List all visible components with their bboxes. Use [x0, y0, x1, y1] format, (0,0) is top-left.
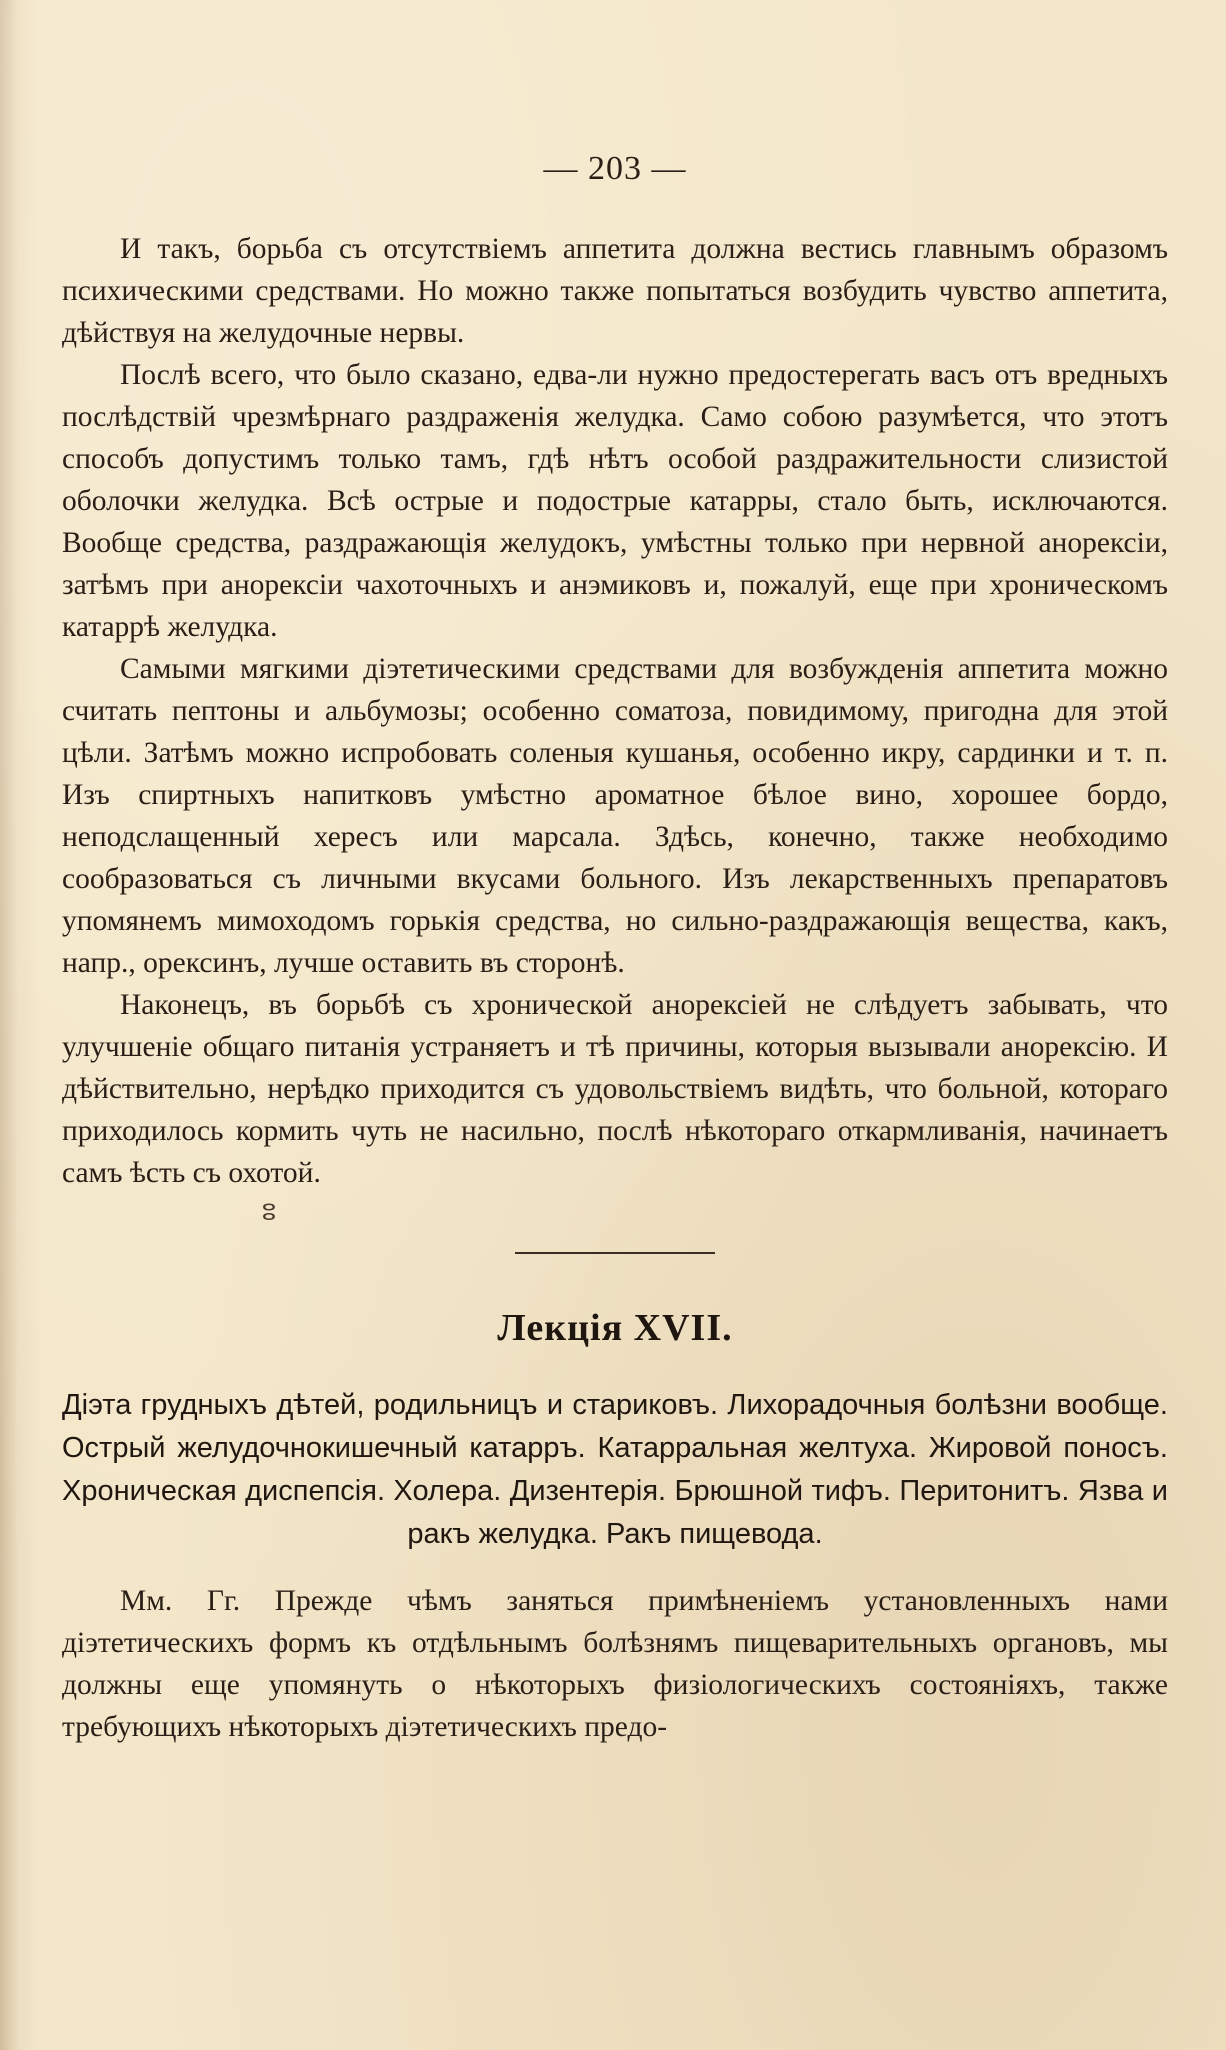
- paragraph-dietetic-remedies: Самыми мягкими діэтетическими средствами для возбужденія аппетита можно считать пептоны и альбумозы; особенно соматоза, повидимому, пригодна для этой цѣли. Затѣмъ можно испробовать соленыя кушанья, особенно икру, сардинки и т. п. Изъ спиртныхъ напитковъ умѣстно ароматное бѣлое вино, хорошее бордо, неподслащенный хересъ или марсала. Здѣсь, конечно, также необходимо сообразоваться съ личными вкусами больного. Изъ лекарственныхъ препаратовъ упомянемъ мимоходомъ горькія средства, но сильно-раздражающія вещества, какъ, напр., орексинъ, лучше оставить въ сторонѣ.: [62, 653, 1168, 979]
- book-page: [62, 150, 1168, 1748]
- page-number: — 203 —: [543, 150, 687, 187]
- paragraph-chronic-anorexia: Наконецъ, въ борьбѣ съ хронической анорексіей не слѣдуетъ забывать, что улучшеніе общаго питанія устраняетъ и тѣ причины, которыя вызывали анорексію. И дѣйствительно, нерѣдко приходится съ удовольствіемъ видѣть, что больной, котораго приходилось кормить чуть не насильно, послѣ нѣкотораго откармливанія, начинаетъ самъ ѣсть съ охотой.: [62, 989, 1168, 1189]
- paragraph-stomach-irritation: Послѣ всего, что было сказано, едва-ли нужно предостерегать васъ отъ вредныхъ послѣдствій чрезмѣрнаго раздраженія желудка. Само собою разумѣется, что этотъ способъ допустимъ только тамъ, гдѣ нѣтъ особой раздражительности слизистой оболочки желудка. Всѣ острые и подострые катарры, стало быть, исключаются. Вообще средства, раздражающія желудокъ, умѣстны только при нервной анорексіи, затѣмъ при анорексіи чахоточныхъ и анэмиковъ и, пожалуй, еще при хроническомъ катаррѣ желудка.: [62, 359, 1168, 643]
- paragraph-lecture-intro: Мм. Гг. Прежде чѣмъ заняться примѣненіемъ установленныхъ нами діэтетическихъ формъ къ отдѣльнымъ болѣзнямъ пищеварительныхъ органовъ, мы должны еще упомянуть о нѣкоторыхъ физіологическихъ состояніяхъ, также требующихъ нѣкоторыхъ діэтетическихъ предо-: [62, 1585, 1168, 1743]
- paragraph-appetite-psychic: И такъ, борьба съ отсутствіемъ аппетита должна вестись главнымъ образомъ психическими средствами. Но можно также попытаться возбудить чувство аппетита, дѣйствуя на желудочные нервы.: [62, 233, 1168, 349]
- ornament-mark: ⵓ: [262, 1200, 276, 1225]
- lecture-synopsis: Діэта грудныхъ дѣтей, родильницъ и стариковъ. Лихорадочныя болѣзни вообще. Острый желудочнокишечный катарръ. Катарральная желтуха. Жировой поносъ. Хроническая диспепсія. Холера. Дизентерія. Брюшной тифъ. Перитонитъ. Язва и ракъ желудка. Ракъ пищевода.: [62, 1389, 1168, 1550]
- section-divider: [515, 1252, 715, 1254]
- lecture-title: Лекція XVII.: [497, 1307, 733, 1349]
